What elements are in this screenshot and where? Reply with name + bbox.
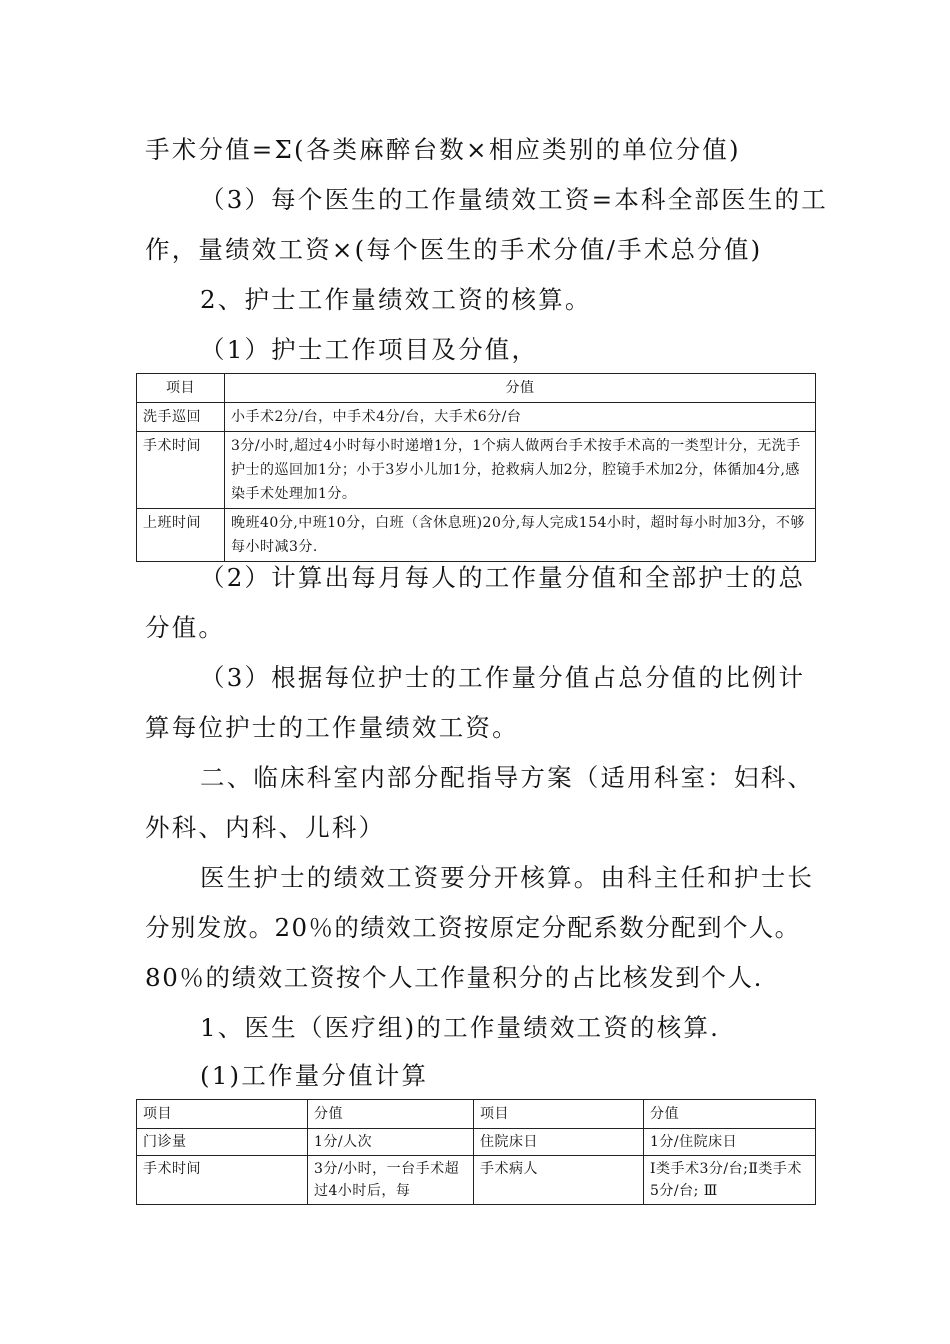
paragraph: （3）根据每位护士的工作量分值占总分值的比例计 (200, 663, 806, 692)
table-cell: 1分/住院床日 (644, 1129, 816, 1156)
table-cell: 3分/小时，一台手术超过4小时后，每 (308, 1156, 474, 1205)
section-heading: 二、临床科室内部分配指导方案（适用科室：妇科、 (200, 763, 815, 792)
paragraph: 医生护士的绩效工资要分开核算。由科主任和护士长 (200, 863, 815, 892)
table-header-row (137, 1100, 816, 1129)
paragraph: 分值。 (145, 613, 226, 642)
table-row (137, 1129, 816, 1156)
table-header: 项目 (137, 1100, 308, 1129)
table-header: 项目 (474, 1100, 644, 1129)
paragraph: （3）每个医生的工作量绩效工资=本科全部医生的工 (200, 185, 828, 214)
paragraph: （1）护士工作项目及分值， (200, 335, 539, 364)
paragraph: （2）计算出每月每人的工作量分值和全部护士的总 (200, 563, 806, 592)
table-cell: 门诊量 (137, 1129, 308, 1156)
table-header: 分值 (308, 1100, 474, 1129)
table-cell: 手术时间 (137, 1156, 308, 1205)
paragraph: (1)工作量分值计算 (200, 1061, 429, 1090)
table-cell: 手术病人 (474, 1156, 644, 1205)
table-cell: 晚班40分,中班10分，白班（含休息班)20分,每人完成154小时，超时每小时加3分，不够每小时减3分. (225, 509, 816, 562)
table-row (137, 1156, 816, 1205)
table-cell: Ⅰ类手术3分/台;Ⅱ类手术5分/台; Ⅲ (644, 1156, 816, 1205)
section-heading: 2、护士工作量绩效工资的核算。 (200, 285, 592, 314)
paragraph: 作，量绩效工资×(每个医生的手术分值/手术总分值) (145, 235, 763, 264)
paragraph: 外科、内科、儿科） (145, 813, 386, 842)
paragraph: 算每位护士的工作量绩效工资。 (145, 713, 519, 742)
paragraph: 手术分值=Σ(各类麻醉台数×相应类别的单位分值) (145, 135, 741, 164)
table-cell: 住院床日 (474, 1129, 644, 1156)
table-header-row (137, 374, 816, 403)
section-heading: 1、医生（医疗组)的工作量绩效工资的核算. (200, 1013, 721, 1042)
table-row (137, 403, 816, 432)
table-cell: 1分/人次 (308, 1129, 474, 1156)
paragraph: 80％的绩效工资按个人工作量积分的占比核发到个人. (145, 963, 763, 992)
nurse-score-table (136, 373, 816, 562)
table-cell: 洗手巡回 (137, 403, 225, 432)
doctor-score-table (136, 1099, 816, 1205)
table-header: 分值 (644, 1100, 816, 1129)
paragraph: 分别发放。20％的绩效工资按原定分配系数分配到个人。 (145, 913, 801, 942)
table-header: 项目 (137, 374, 225, 403)
table-cell: 手术时间 (137, 432, 225, 509)
table-cell: 3分/小时,超过4小时每小时递增1分，1个病人做两台手术按手术高的一类型计分，无洗手护士的巡回加1分；小于3岁小儿加1分，抢救病人加2分，腔镜手术加2分，体循加4分,感染手术处理加1分。 (225, 432, 816, 509)
table-row (137, 509, 816, 562)
table-cell: 小手术2分/台，中手术4分/台，大手术6分/台 (225, 403, 816, 432)
table-header: 分值 (225, 374, 816, 403)
table-row (137, 432, 816, 509)
table-cell: 上班时间 (137, 509, 225, 562)
